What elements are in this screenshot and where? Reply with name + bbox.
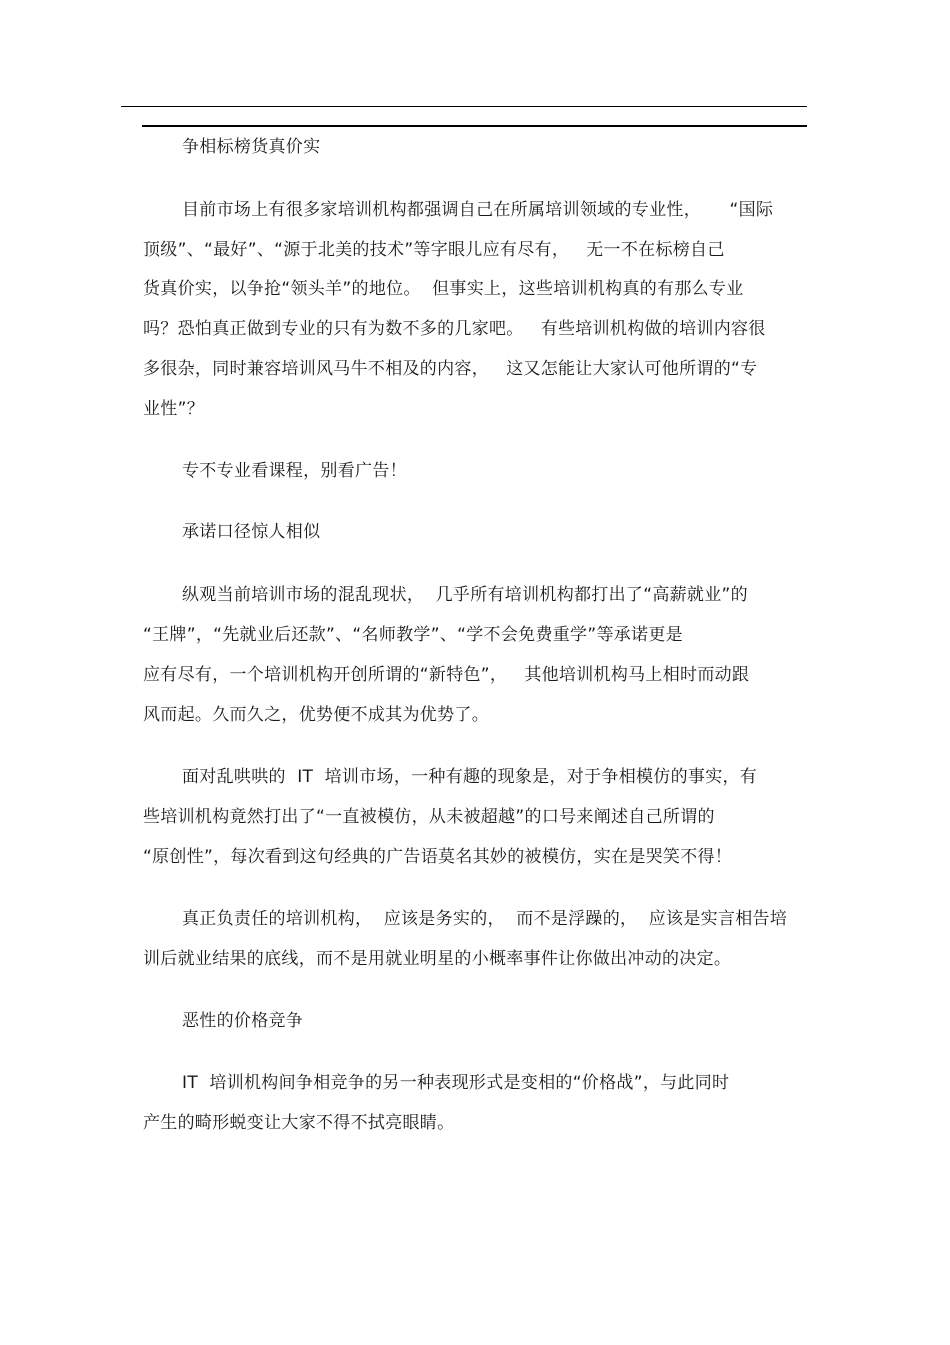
paragraph-line: 专不专业看课程，别看广告！ (182, 461, 407, 481)
heading-promises: 承诺口径惊人相似 (182, 522, 321, 542)
paragraph-line: 目前市场上有很多家培训机构都强调自己在所属培训领域的专业性， “国际 (182, 200, 774, 220)
paragraph-line: 面对乱哄哄的 IT 培训市场，一种有趣的现象是，对于争相模仿的事实，有 (182, 767, 758, 787)
paragraph-line: “原创性”，每次看到这句经典的广告语莫名其妙的被模仿，实在是哭笑不得！ (143, 847, 733, 867)
paragraph-line: 吗？恐怕真正做到专业的只有为数不多的几家吧。 有些培训机构做的培训内容很 (143, 319, 766, 339)
paragraph-line: 多很杂，同时兼容培训风马牛不相及的内容， 这又怎能让大家认可他所谓的“专 (143, 359, 758, 379)
paragraph-line: 产生的畸形蜕变让大家不得不拭亮眼睛。 (143, 1113, 455, 1133)
paragraph-line: “王牌”，“先就业后还款”、“名师教学”、“学不会免费重学”等承诺更是 (143, 625, 683, 645)
paragraph-line: 应有尽有，一个培训机构开创所谓的“新特色”， 其他培训机构马上相时而动跟 (143, 665, 750, 685)
heading-price-claims: 争相标榜货真价实 (182, 137, 321, 157)
paragraph-line: 风而起。久而久之，优势便不成其为优势了。 (143, 705, 489, 725)
heading-price-war: 恶性的价格竞争 (182, 1011, 304, 1031)
paragraph-line: 顶级”、“最好”、“源于北美的技术”等字眼儿应有尽有， 无一不在标榜自己 (143, 240, 725, 260)
paragraph-line: IT 培训机构间争相竞争的另一种表现形式是变相的“价格战”，与此同时 (182, 1073, 730, 1093)
paragraph-line: 货真价实，以争抢“领头羊”的地位。 但事实上，这些培训机构真的有那么专业 (143, 279, 744, 299)
paragraph-line: 纵观当前培训市场的混乱现状， 几乎所有培训机构都打出了“高薪就业”的 (182, 585, 748, 605)
header-rule-thick (142, 125, 807, 127)
header-rule (121, 106, 807, 107)
paragraph-line: 训后就业结果的底线，而不是用就业明星的小概率事件让你做出冲动的决定。 (143, 949, 732, 969)
paragraph-line: 业性”？ (143, 399, 205, 419)
paragraph-line: 真正负责任的培训机构， 应该是务实的， 而不是浮躁的， 应该是实言相告培 (182, 909, 788, 929)
paragraph-line: 些培训机构竟然打出了“一直被模仿，从未被超越”的口号来阐述自己所谓的 (143, 807, 715, 827)
